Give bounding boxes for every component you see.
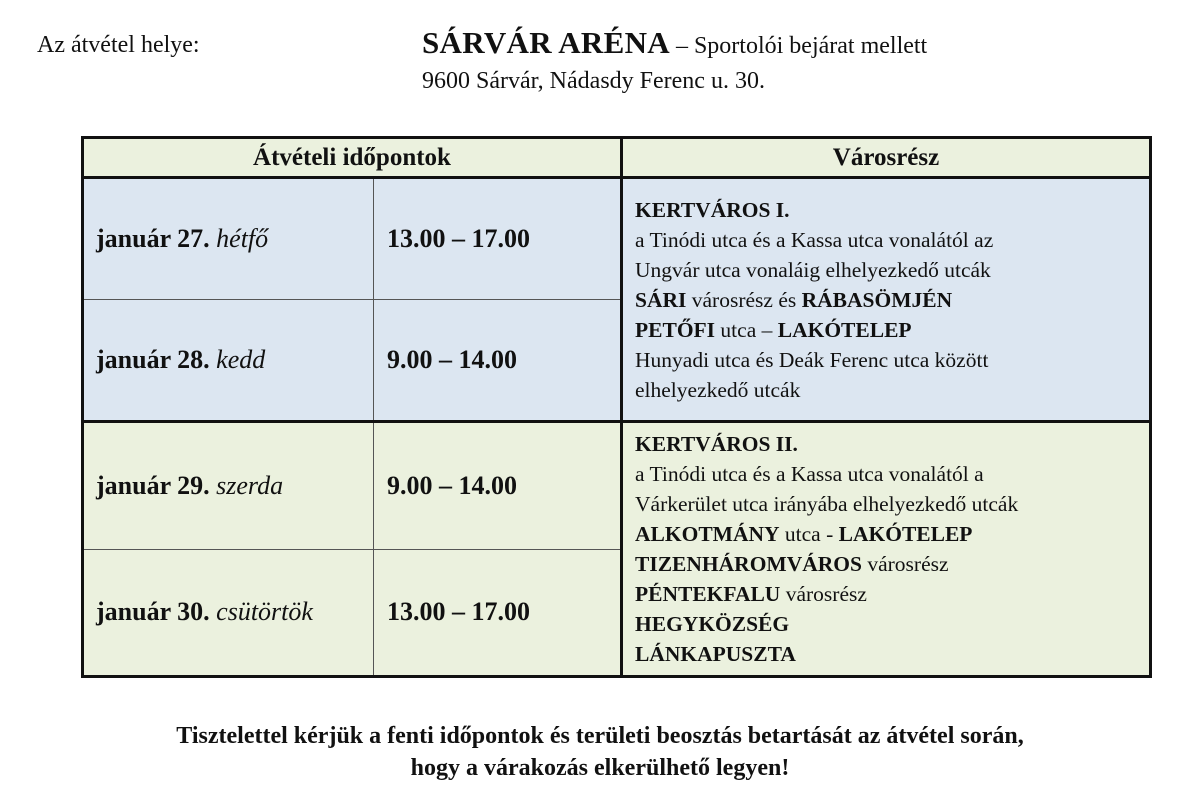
district-name: TIZENHÁROMVÁROS bbox=[635, 552, 862, 576]
district-name: RÁBASÖMJÉN bbox=[801, 287, 953, 312]
location-label: Az átvétel helye: bbox=[37, 32, 200, 58]
district-text: Ungvár utca vonaláig elhelyezkedő utcák bbox=[635, 257, 991, 282]
district-name: PÉNTEKFALU bbox=[635, 582, 781, 606]
district-name: KERTVÁROS I. bbox=[635, 197, 790, 222]
district-line bbox=[635, 375, 1141, 405]
district-cell bbox=[622, 422, 1151, 677]
location-block bbox=[422, 27, 927, 97]
district-line bbox=[635, 345, 1141, 375]
weekday-label: kedd bbox=[216, 345, 266, 374]
closing-line-2: hogy a várakozás elkerülhető legyen! bbox=[410, 755, 790, 781]
venue-line bbox=[422, 27, 927, 65]
district-line bbox=[635, 315, 1141, 345]
district-name: SÁRI bbox=[635, 287, 687, 312]
weekday-label: csütörtök bbox=[216, 597, 313, 627]
district-line bbox=[635, 255, 1141, 285]
weekday-label: hétfő bbox=[216, 224, 269, 253]
district-name: PETŐFI bbox=[635, 317, 716, 342]
district-text: városrész és bbox=[686, 287, 802, 312]
time-cell: 13.00 – 17.00 bbox=[374, 549, 622, 677]
date-cell bbox=[83, 422, 374, 550]
district-text: Hunyadi utca és Deák Ferenc utca között bbox=[635, 347, 989, 372]
district-name: LAKÓTELEP bbox=[838, 522, 973, 546]
district-line bbox=[635, 285, 1141, 315]
venue-address: 9600 Sárvár, Nádasdy Ferenc u. 30. bbox=[422, 68, 765, 94]
district-text: Várkerület utca irányába elhelyezkedő utcák bbox=[635, 492, 1019, 516]
table-row bbox=[83, 178, 1151, 300]
date-cell bbox=[83, 178, 374, 300]
date-label: január 27. bbox=[96, 224, 210, 253]
district-line bbox=[635, 609, 1141, 639]
date-cell bbox=[83, 549, 374, 677]
district-line bbox=[635, 195, 1141, 225]
venue-entrance: – Sportolói bejárat mellett bbox=[669, 33, 928, 59]
district-line bbox=[635, 519, 1141, 549]
date-label: január 29. bbox=[96, 470, 210, 500]
date-label: január 28. bbox=[96, 345, 210, 374]
venue-name: SÁRVÁR ARÉNA bbox=[422, 25, 670, 60]
district-name: KERTVÁROS II. bbox=[635, 432, 798, 456]
header-times: Átvételi időpontok bbox=[83, 138, 622, 178]
date-cell bbox=[83, 300, 374, 422]
weekday-label: szerda bbox=[216, 470, 284, 500]
closing-line-1: Tisztelettel kérjük a fenti időpontok és területi beosztás betartását az átvétel során, bbox=[176, 723, 1024, 749]
district-name: ALKOTMÁNY bbox=[635, 522, 780, 546]
header-district: Városrész bbox=[622, 138, 1151, 178]
district-text: városrész bbox=[861, 552, 949, 576]
district-line bbox=[635, 429, 1141, 459]
district-text: városrész bbox=[780, 582, 867, 606]
district-text: utca - bbox=[779, 522, 839, 546]
schedule-table bbox=[81, 136, 1152, 678]
district-text: utca – bbox=[715, 317, 778, 342]
district-line bbox=[635, 549, 1141, 579]
closing-note bbox=[0, 720, 1200, 784]
table-row bbox=[83, 422, 1151, 550]
district-name: LAKÓTELEP bbox=[777, 317, 912, 342]
district-text: a Tinódi utca és a Kassa utca vonalától az bbox=[635, 227, 994, 252]
district-cell bbox=[622, 178, 1151, 422]
district-line bbox=[635, 489, 1141, 519]
district-name: LÁNKAPUSZTA bbox=[635, 642, 796, 666]
district-text: elhelyezkedő utcák bbox=[635, 377, 801, 402]
time-cell: 13.00 – 17.00 bbox=[374, 178, 622, 300]
table-header-row bbox=[83, 138, 1151, 178]
time-cell: 9.00 – 14.00 bbox=[374, 300, 622, 422]
district-line bbox=[635, 459, 1141, 489]
date-label: január 30. bbox=[96, 597, 210, 627]
district-line bbox=[635, 579, 1141, 609]
time-cell: 9.00 – 14.00 bbox=[374, 422, 622, 550]
district-line bbox=[635, 225, 1141, 255]
district-name: HEGYKÖZSÉG bbox=[635, 612, 790, 636]
district-line bbox=[635, 639, 1141, 669]
district-text: a Tinódi utca és a Kassa utca vonalától a bbox=[635, 462, 984, 486]
